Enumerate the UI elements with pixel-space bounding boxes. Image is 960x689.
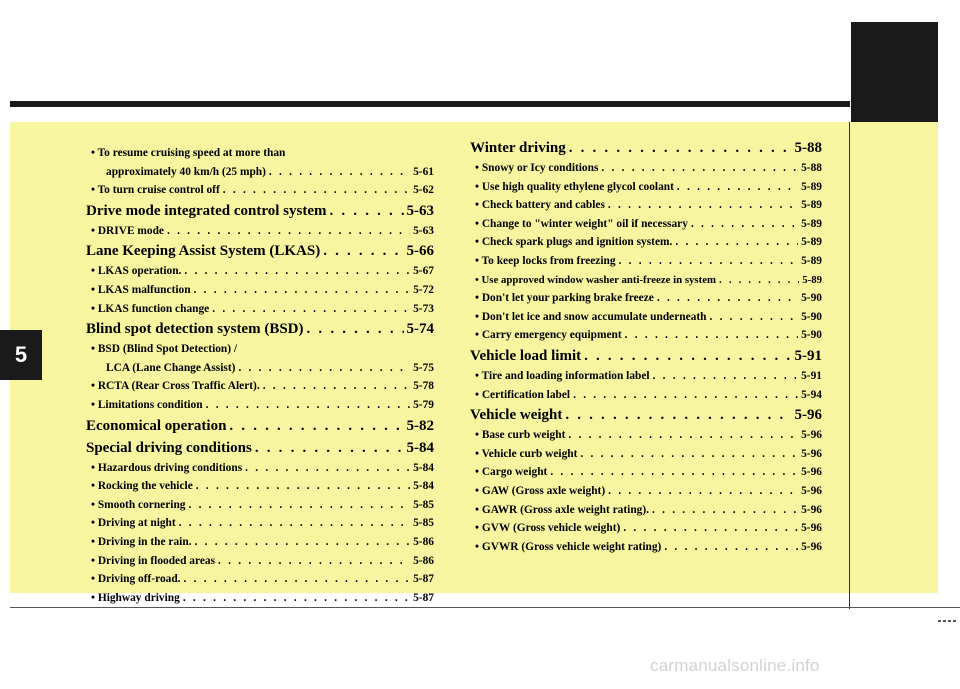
toc-entry[interactable]: • Carry emergency equipment . . . 5-90 [470, 326, 822, 345]
page-number: 5-79 [413, 398, 434, 411]
page-number: 5-72 [413, 283, 434, 296]
page-number: 5-78 [413, 380, 434, 393]
page-number: 5-85 [413, 517, 434, 530]
toc-entry[interactable]: • Tire and loading information label . . . 5-91 [470, 367, 822, 386]
page-number: 5-96 [801, 447, 822, 460]
toc-entry[interactable]: • Vehicle curb weight . . . 5-96 [470, 445, 822, 464]
toc-section[interactable]: Drive mode integrated control system . . . 5-63 [86, 200, 434, 222]
footer-watermark: carmanualsonline.info [650, 656, 820, 675]
toc-section[interactable]: Blind spot detection system (BSD) . . . 5-74 [86, 318, 434, 340]
page-number: 5-91 [794, 347, 822, 364]
chapter-tab[interactable]: 5 [0, 330, 42, 380]
toc-entry[interactable]: • Rocking the vehicle . . . 5-84 [86, 477, 434, 496]
toc-entry[interactable]: • Certification label . . . 5-94 [470, 386, 822, 405]
page-number: 5-63 [413, 224, 434, 237]
toc-entry[interactable]: • Check spark plugs and ignition system. . . . 5-89 [470, 233, 822, 252]
toc-section[interactable]: Lane Keeping Assist System (LKAS) . . . 5-66 [86, 240, 434, 262]
page-number: 5-90 [801, 329, 822, 342]
toc-entry[interactable]: • Driving in flooded areas . . . 5-86 [86, 552, 434, 571]
toc-left-column [86, 144, 434, 607]
page-number: 5-85 [413, 498, 434, 511]
toc-entry[interactable]: • Use high quality ethylene glycol coolant . . . 5-89 [470, 178, 822, 197]
page-number: 5-89 [801, 199, 822, 212]
page-number: 5-96 [801, 429, 822, 442]
page-number: 5-96 [801, 466, 822, 479]
toc-entry[interactable]: • Don't let ice and snow accumulate underneath . . . 5-90 [470, 308, 822, 327]
page-number: 5-84 [406, 439, 434, 456]
toc-entry[interactable]: • To resume cruising speed at more than [91, 147, 286, 159]
toc-entry[interactable]: • Limitations condition . . . 5-79 [86, 396, 434, 415]
page-number: 5-88 [794, 140, 822, 156]
page-number: 5-73 [413, 302, 434, 315]
toc-entry[interactable]: • GVWR (Gross vehicle weight rating) . . . 5-96 [470, 538, 822, 557]
toc-entry[interactable]: • Driving at night . . . 5-85 [86, 514, 434, 533]
page-number: 5-91 [801, 369, 822, 382]
page-number: 5-96 [801, 540, 822, 553]
toc-section[interactable]: Vehicle weight . . . 5-96 [470, 404, 822, 426]
toc-entry[interactable]: • DRIVE mode . . . 5-63 [86, 222, 434, 241]
toc-entry[interactable]: • LKAS function change . . . 5-73 [86, 300, 434, 319]
corner-tab-block [851, 22, 938, 122]
toc-entry[interactable]: • To turn cruise control off . . . 5-62 [86, 181, 434, 200]
page-number: 5-66 [406, 243, 434, 260]
toc-entry[interactable]: LCA (Lane Change Assist) . . . 5-75 [86, 359, 434, 378]
page-number: 5-90 [801, 310, 822, 323]
page-number: 5-86 [413, 535, 434, 548]
page-number: 5-74 [406, 321, 434, 338]
toc-entry[interactable]: • RCTA (Rear Cross Traffic Alert). . . . 5-78 [86, 377, 434, 396]
toc-section[interactable]: Special driving conditions . . . 5-84 [86, 437, 434, 459]
toc-entry[interactable]: • GAWR (Gross axle weight rating). . . . 5-96 [470, 501, 822, 520]
page-number: 5-90 [801, 292, 822, 305]
page-number: 5-96 [801, 503, 822, 516]
page-number: 5-82 [406, 417, 434, 434]
toc-entry[interactable]: • Base curb weight . . . 5-96 [470, 426, 822, 445]
page-number: 5-89 [801, 217, 822, 230]
page-number: 5-96 [801, 484, 822, 497]
toc-entry[interactable]: • Snowy or Icy conditions . . . 5-88 [470, 159, 822, 178]
page-number: 5-88 [801, 162, 822, 174]
page-number: 5-89 [801, 236, 822, 249]
page-number: 5-67 [413, 265, 434, 278]
toc-entry[interactable]: • Hazardous driving conditions . . . 5-84 [86, 459, 434, 478]
toc-right-column [470, 137, 822, 556]
toc-entry[interactable]: • LKAS malfunction . . . 5-72 [86, 281, 434, 300]
page-number: 5-87 [413, 573, 434, 586]
page-number: 5-87 [413, 591, 434, 604]
page-number: 5-89 [801, 180, 822, 193]
toc-entry[interactable]: • Change to "winter weight" oil if necessary . . . 5-89 [470, 215, 822, 234]
top-rule [10, 101, 850, 107]
toc-section[interactable]: Vehicle load limit . . . 5-91 [470, 345, 822, 367]
page-number: 5-94 [801, 388, 822, 401]
page-number: 5-86 [413, 554, 434, 567]
page-number: 5-63 [406, 202, 434, 219]
toc-entry[interactable]: • Smooth cornering . . . 5-85 [86, 496, 434, 515]
toc-entry[interactable]: • Cargo weight . . . 5-96 [470, 463, 822, 482]
toc-entry[interactable]: • Driving off-road. . . . 5-87 [86, 570, 434, 589]
page-number: 5-84 [413, 480, 434, 493]
toc-section[interactable]: Economical operation . . . 5-82 [86, 415, 434, 437]
page-number: 5-89 [801, 254, 822, 267]
page-number: 5-75 [413, 361, 434, 374]
page-number: 5-84 [413, 461, 434, 474]
toc-entry[interactable]: • To keep locks from freezing . . . 5-89 [470, 252, 822, 271]
toc-entry[interactable]: • Don't let your parking brake freeze . . . 5-90 [470, 289, 822, 308]
dashed-mark [938, 620, 958, 622]
toc-entry[interactable]: • GAW (Gross axle weight) . . . 5-96 [470, 482, 822, 501]
toc-entry[interactable]: approximately 40 km/h (25 mph) . . . 5-61 [86, 163, 434, 182]
margin-divider [849, 122, 850, 609]
toc-entry[interactable]: • Highway driving . . . 5-87 [86, 589, 434, 608]
toc-entry[interactable]: • GVW (Gross vehicle weight) . . . 5-96 [470, 519, 822, 538]
page-number: 5-96 [801, 522, 822, 535]
toc-entry[interactable]: • LKAS operation. . . . 5-67 [86, 262, 434, 281]
toc-entry[interactable]: • Check battery and cables . . . 5-89 [470, 196, 822, 215]
toc-entry[interactable]: • BSD (Blind Spot Detection) / [91, 343, 238, 356]
toc-entry[interactable]: • Use approved window washer anti-freeze in system . . . 5-89 [470, 271, 822, 290]
page-number: 5-61 [413, 165, 434, 178]
page-number: 5-96 [794, 407, 822, 424]
page-number: 5-62 [413, 184, 434, 197]
toc-entry[interactable]: • Driving in the rain. . . . 5-86 [86, 533, 434, 552]
page-number: 5-89 [802, 273, 822, 286]
toc-section[interactable]: Winter driving . . . 5-88 [470, 137, 822, 159]
